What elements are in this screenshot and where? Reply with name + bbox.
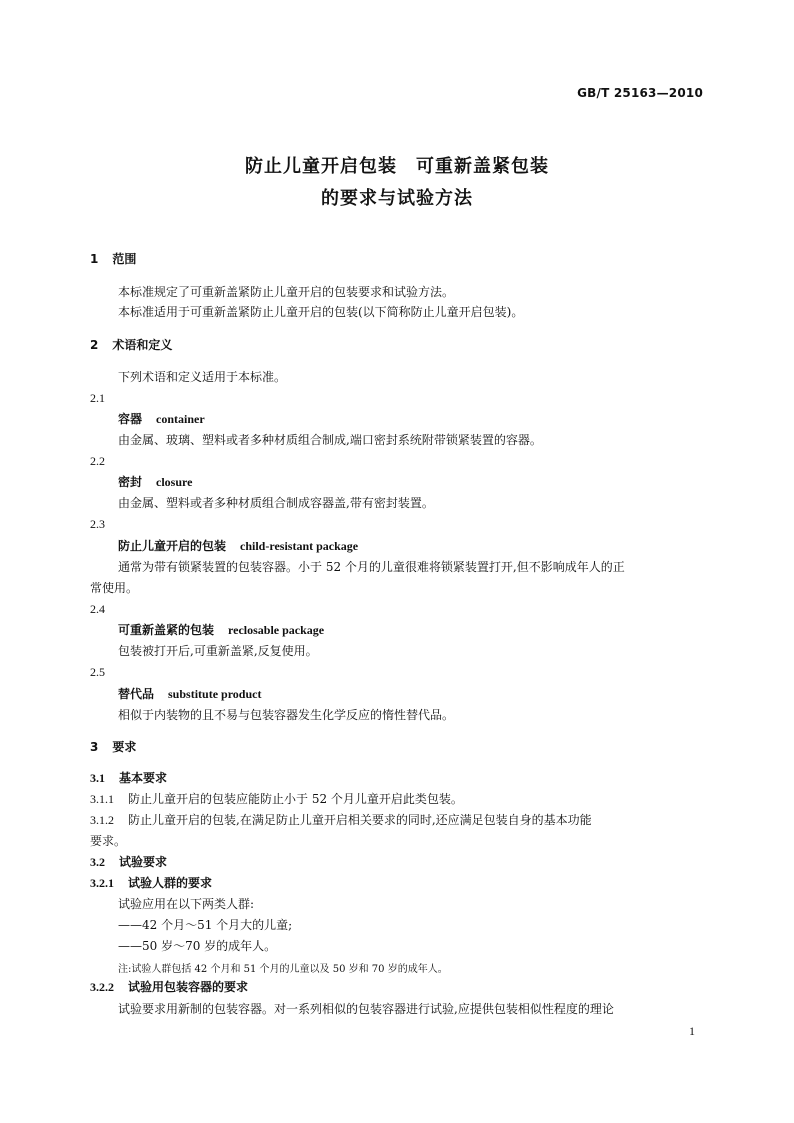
section-title: 试验用包装容器的要求 (128, 980, 249, 994)
title-line-1: 防止儿童开启包装 可重新盖紧包装 (245, 156, 549, 177)
scope-paragraph-2: 本标准适用于可重新盖紧防止儿童开启的包装(以下简称防止儿童开启包装)。 (118, 305, 524, 319)
term-zh: 容器 (118, 412, 143, 426)
clause-text: 防止儿童开启的包装,在满足防止儿童开启相关要求的同时,还应满足包装自身的基本功能 (128, 813, 592, 827)
section-3-2-1-heading (90, 876, 212, 891)
section-title: 术语和定义 (112, 338, 173, 352)
list-item-adults: ——50 岁～70 岁的成年人。 (118, 939, 277, 953)
term-zh: 防止儿童开启的包装 (118, 539, 227, 553)
section-3-1-heading (90, 771, 167, 786)
term-en: substitute product (168, 687, 262, 701)
clause-number: 3.1.1 (90, 792, 114, 806)
term-zh: 密封 (118, 475, 143, 489)
term-2-4-label (118, 623, 324, 638)
section-number: 3.2 (90, 855, 105, 869)
section-title: 基本要求 (119, 771, 168, 785)
term-zh: 替代品 (118, 687, 155, 701)
term-2-5-number: 2.5 (90, 665, 105, 679)
section-number: 3.2.2 (90, 980, 114, 994)
section-title: 试验要求 (119, 855, 168, 869)
section-number: 3.1 (90, 771, 105, 785)
note: 注:试验人群包括 42 个月和 51 个月的儿童以及 50 岁和 70 岁的成年人。 (118, 964, 448, 975)
test-population-intro: 试验应用在以下两类人群: (118, 897, 255, 911)
term-zh: 可重新盖紧的包装 (118, 623, 215, 637)
term-2-5-definition: 相似于内装物的且不易与包装容器发生化学反应的惰性替代品。 (118, 708, 455, 722)
term-2-2-definition: 由金属、塑料或者多种材质组合制成容器盖,带有密封装置。 (118, 496, 434, 510)
section-2-heading (90, 338, 172, 353)
section-title: 试验人群的要求 (128, 876, 213, 890)
term-2-2-number: 2.2 (90, 454, 105, 468)
term-en: container (156, 412, 205, 426)
clause-text: 防止儿童开启的包装应能防止小于 52 个月儿童开启此类包装。 (128, 792, 463, 806)
section-number: 3 (90, 740, 99, 754)
term-2-1-definition: 由金属、玻璃、塑料或者多种材质组合制成,端口密封系统附带锁紧装置的容器。 (118, 433, 542, 447)
clause-3-1-2-line-1 (90, 813, 592, 828)
term-2-1-number: 2.1 (90, 391, 105, 405)
section-1-heading (90, 252, 136, 267)
term-2-5-label (118, 687, 261, 702)
section-number: 1 (90, 252, 99, 266)
section-number: 3.2.1 (90, 876, 114, 890)
section-3-2-heading (90, 855, 167, 870)
clause-3-1-2-line-2: 要求。 (90, 834, 127, 848)
term-en: child-resistant package (240, 539, 359, 553)
standard-number: GB/T 25163—2010 (577, 86, 703, 100)
section-3-heading (90, 740, 136, 755)
term-2-4-number: 2.4 (90, 602, 105, 616)
page-number: 1 (689, 1024, 695, 1038)
term-2-2-label (118, 475, 192, 490)
section-3-2-2-heading (90, 980, 248, 995)
term-2-3-definition-line-1: 通常为带有锁紧装置的包装容器。小于 52 个月的儿童很难将锁紧装置打开,但不影响成年人的正 (118, 560, 625, 574)
list-item-children: ——42 个月～51 个月大的儿童; (118, 918, 293, 932)
term-2-1-label (118, 412, 205, 427)
term-2-3-definition-line-2: 常使用。 (90, 581, 139, 595)
term-2-3-label (118, 539, 358, 554)
title-line-2: 的要求与试验方法 (321, 188, 473, 209)
clause-number: 3.1.2 (90, 813, 114, 827)
term-2-4-definition: 包装被打开后,可重新盖紧,反复使用。 (118, 644, 318, 658)
clause-3-2-2-text: 试验要求用新制的包装容器。对一系列相似的包装容器进行试验,应提供包装相似性程度的理论 (118, 1002, 614, 1016)
section-title: 范围 (112, 252, 137, 266)
term-en: closure (156, 475, 193, 489)
terms-intro: 下列术语和定义适用于本标准。 (118, 370, 287, 384)
scope-paragraph-1: 本标准规定了可重新盖紧防止儿童开启的包装要求和试验方法。 (118, 285, 455, 299)
section-number: 2 (90, 338, 99, 352)
term-en: reclosable package (228, 623, 325, 637)
section-title: 要求 (112, 740, 137, 754)
clause-3-1-1 (90, 792, 463, 807)
term-2-3-number: 2.3 (90, 517, 105, 531)
